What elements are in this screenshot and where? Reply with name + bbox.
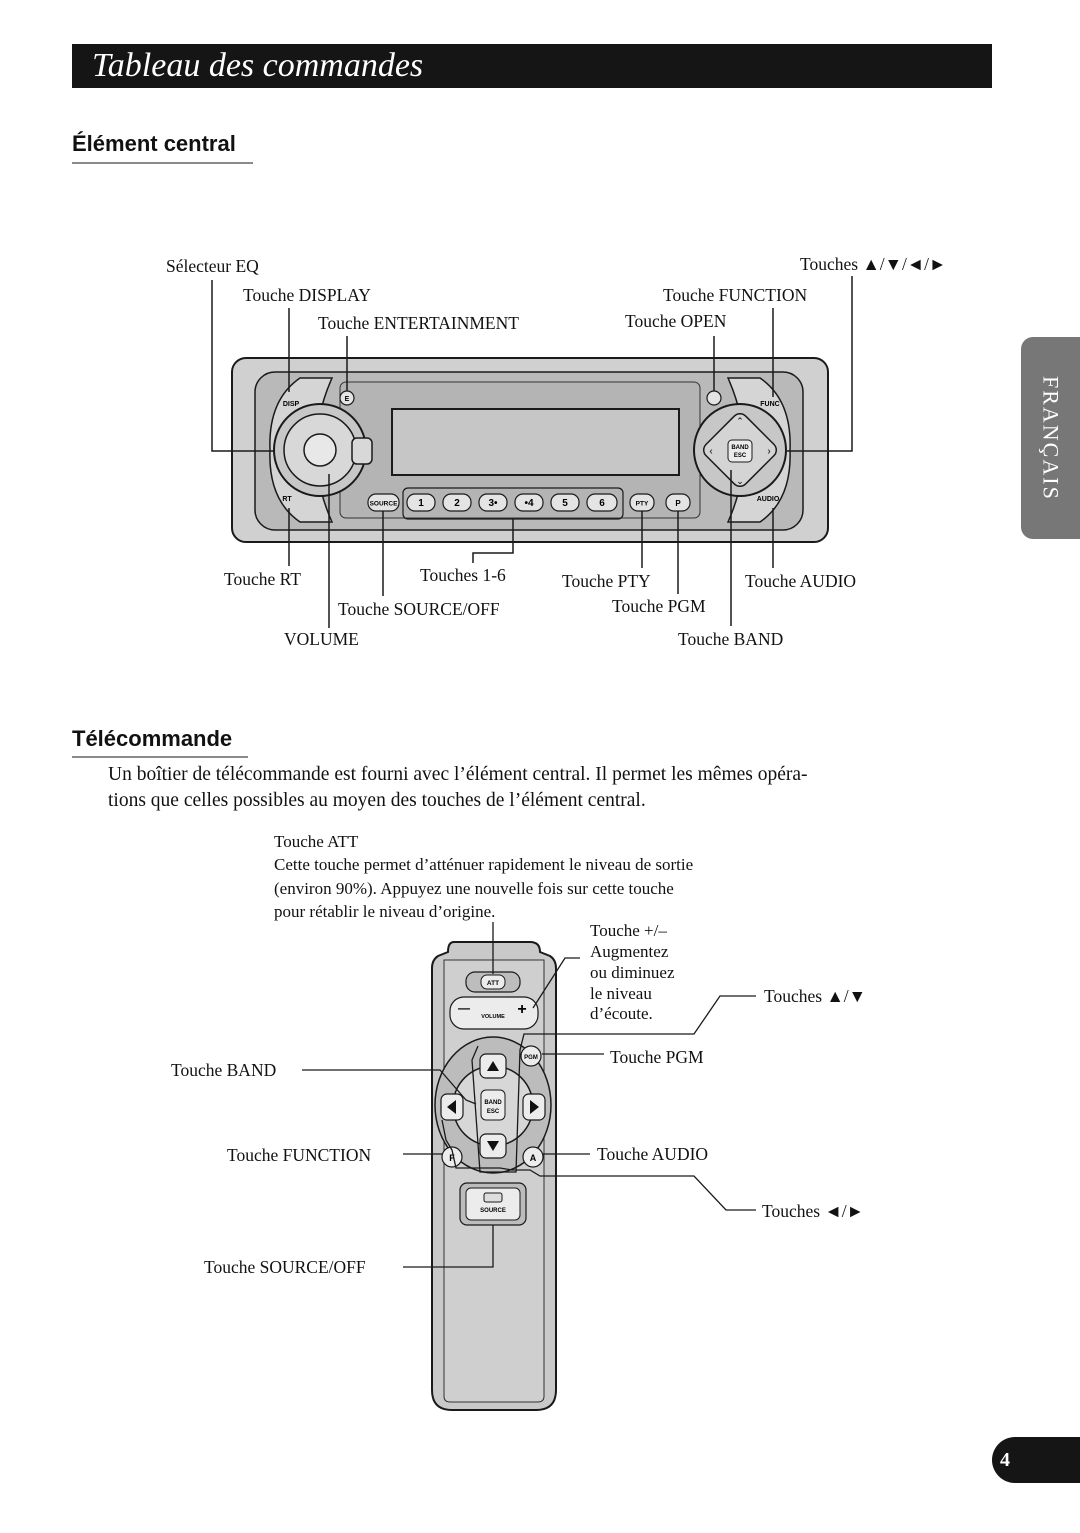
label-remote-audio: Touche AUDIO: [597, 1144, 709, 1164]
svg-text:⌃: ⌃: [736, 416, 744, 426]
svg-text:F: F: [449, 1153, 455, 1163]
svg-text:⌄: ⌄: [736, 476, 744, 486]
label-keys-1-6: Touches 1-6: [420, 565, 506, 585]
label-eq-selector: Sélecteur EQ: [166, 256, 259, 276]
svg-text:P: P: [675, 499, 681, 508]
svg-text:ESC: ESC: [486, 1109, 500, 1115]
att-desc-2: (environ 90%). Appuyez une nouvelle fois sur cette touche: [274, 879, 674, 898]
minus-icon: —: [458, 1001, 470, 1015]
language-tab-label: FRANÇAIS: [1038, 375, 1064, 501]
label-updown-keys: Touches ▲/▼: [764, 986, 866, 1006]
label-plusminus-4: le niveau: [590, 984, 652, 1003]
page-title: Tableau des commandes: [92, 47, 424, 84]
label-plusminus-5: d’écoute.: [590, 1004, 653, 1023]
svg-text:•4: •4: [524, 498, 534, 509]
label-arrow-keys: Touches ▲/▼/◄/►: [800, 254, 947, 274]
label-source-off: Touche SOURCE/OFF: [338, 599, 500, 619]
band-label-2: ESC: [733, 453, 747, 459]
svg-text:BAND: BAND: [484, 1100, 502, 1106]
label-entertainment: Touche ENTERTAINMENT: [318, 313, 519, 333]
band-label-1: BAND: [731, 445, 749, 451]
plus-icon: +: [517, 1001, 527, 1018]
label-open: Touche OPEN: [625, 311, 727, 331]
label-plusminus-3: ou diminuez: [590, 963, 675, 982]
section-heading-remote: Télécommande: [72, 726, 233, 751]
section-heading-head-unit: Élément central: [72, 131, 236, 156]
label-remote-pgm: Touche PGM: [610, 1047, 704, 1067]
label-remote-band: Touche BAND: [171, 1060, 277, 1080]
svg-text:SOURCE: SOURCE: [369, 500, 398, 508]
svg-text:5: 5: [562, 498, 568, 509]
page-number: 4: [1000, 1449, 1010, 1471]
svg-text:VOLUME: VOLUME: [481, 1014, 505, 1020]
svg-text:A: A: [529, 1153, 537, 1163]
label-remote-source: Touche SOURCE/OFF: [204, 1257, 366, 1277]
svg-text:ATT: ATT: [486, 980, 500, 987]
label-pgm: Touche PGM: [612, 596, 706, 616]
intro-line-1: Un boîtier de télécommande est fourni avec l’élément central. Il permet les mêmes opéra-: [108, 764, 808, 785]
func-button: FUNC: [760, 401, 780, 408]
svg-text:2: 2: [454, 498, 460, 509]
audio-button: AUDIO: [756, 496, 780, 503]
svg-text:‹: ‹: [709, 446, 713, 457]
svg-text:1: 1: [418, 498, 424, 509]
label-pty: Touche PTY: [562, 571, 651, 591]
label-plusminus-1: Touche +/–: [590, 921, 667, 940]
intro-line-2: tions que celles possibles au moyen des touches de l’élément central.: [108, 790, 646, 811]
label-volume: VOLUME: [284, 629, 359, 649]
svg-text:›: ›: [767, 446, 771, 457]
label-display: Touche DISPLAY: [243, 285, 371, 305]
att-title: Touche ATT: [274, 832, 359, 851]
svg-text:3•: 3•: [488, 498, 498, 509]
svg-text:PGM: PGM: [524, 1055, 538, 1061]
att-desc-3: pour rétablir le niveau d’origine.: [274, 902, 496, 921]
svg-text:E: E: [344, 396, 350, 403]
label-rt: Touche RT: [224, 569, 301, 589]
label-audio: Touche AUDIO: [745, 571, 857, 591]
svg-text:PTY: PTY: [635, 500, 649, 508]
label-plusminus-2: Augmentez: [590, 942, 669, 961]
disp-button: DISP: [282, 401, 300, 408]
svg-text:6: 6: [599, 498, 605, 509]
label-band: Touche BAND: [678, 629, 784, 649]
label-remote-function: Touche FUNCTION: [227, 1145, 372, 1165]
label-function: Touche FUNCTION: [663, 285, 808, 305]
label-leftright-keys: Touches ◄/►: [762, 1201, 864, 1221]
svg-text:SOURCE: SOURCE: [480, 1208, 506, 1214]
rt-button: RT: [282, 496, 292, 503]
att-desc-1: Cette touche permet d’atténuer rapidement le niveau de sortie: [274, 855, 694, 874]
